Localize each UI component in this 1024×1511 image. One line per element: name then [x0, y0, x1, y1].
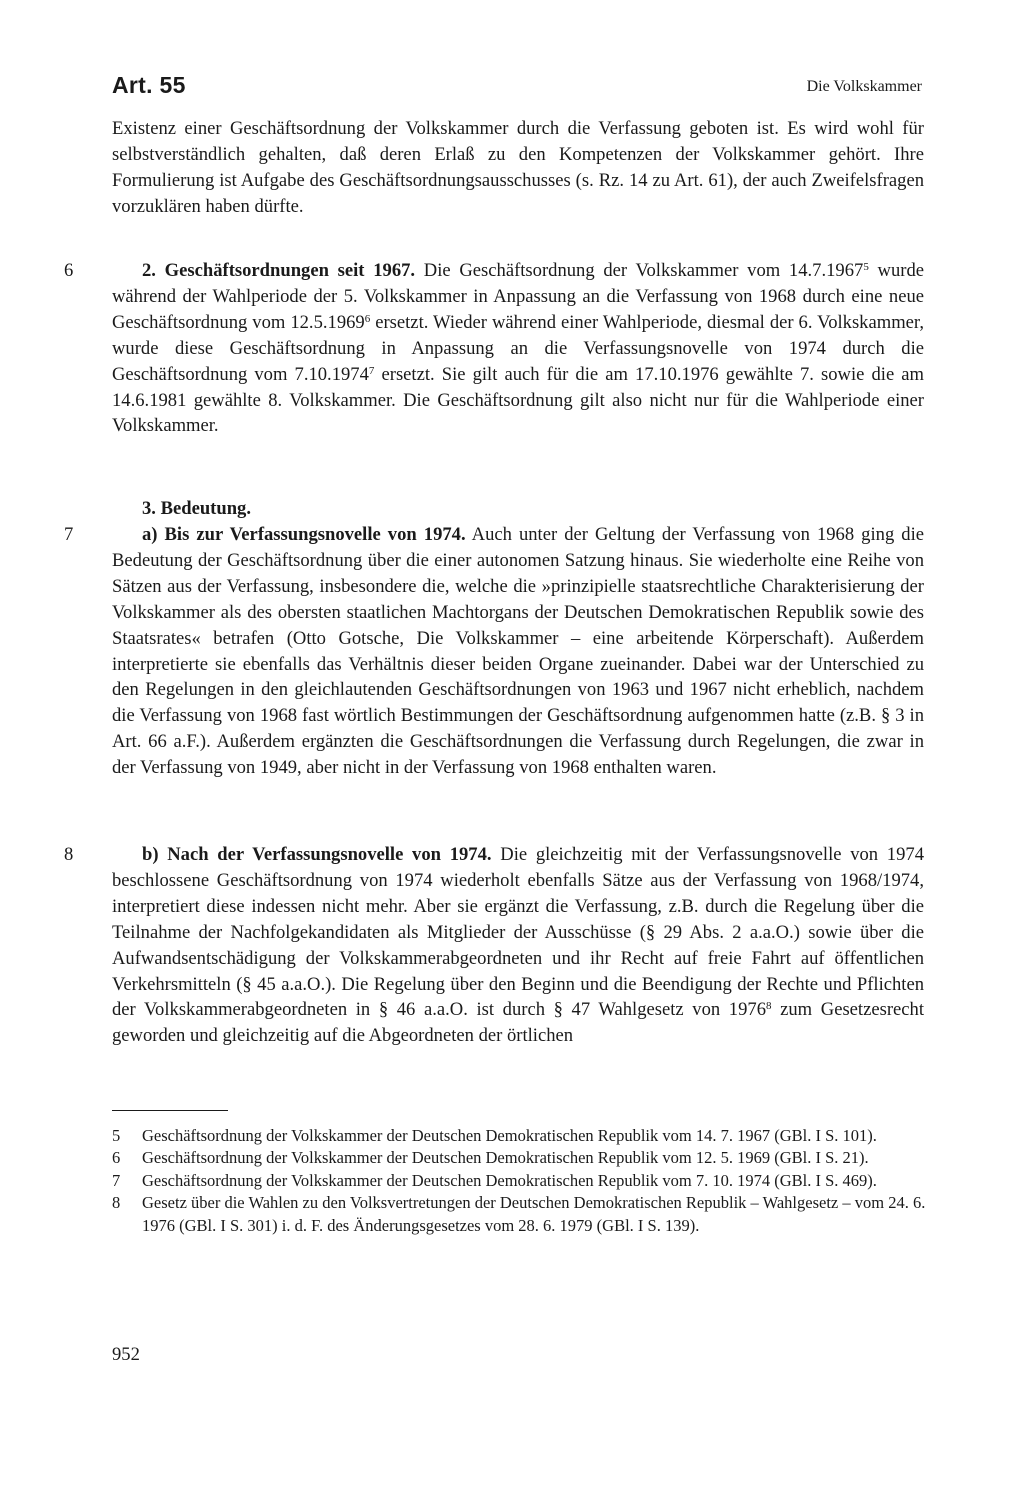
footnote-ref-8[interactable]: 8	[766, 1000, 772, 1013]
footnote-number: 5	[112, 1126, 121, 1145]
margin-number-7: 7	[64, 524, 74, 545]
section-2-text-3: ersetzt. Wieder während einer Wahlperiode, diesmal der 6. Volkskammer, wurde diese Geschäftsordnung in Anpassung an die Verfassungsnovelle von 1974 durch die Geschäftsordnung vom 7.10.1974	[112, 311, 925, 385]
footnote-ref-6[interactable]: 6	[364, 312, 371, 325]
margin-number-8: 8	[64, 844, 74, 865]
section-3a-text: Auch unter der Geltung der Verfassung von 1968 ging die Bedeutung der Geschäftsordnung über die einer autonomen Satzung hinaus. Sie wiederholte eine Reihe von Sätzen aus der Verfassung, insbesondere die, welche die »prinzipielle staatsrechtliche Charakterisierung der Volkskammer als des obersten staatlichen Machtorgans der Deutschen Demokratischen Republik sowie des Staatsrates« betrafen (Otto Gotsche, Die Volkskammer – eine arbeitende Körperschaft). Außerdem interpretierte sie ebenfalls das Verhältnis dieser beiden Organe zueinander. Dabei war der Unterschied zu den Regelungen in den gleichlautenden Geschäftsordnungen von 1963 und 1967 nicht erheblich, nachdem die Verfassung von 1968 fast wörtlich Bestimmungen der Geschäftsordnung aufgenommen hatte (z.B. § 3 in Art. 66 a.F.). Außerdem ergänzten die Geschäftsordnungen die Verfassung durch Regelungen, die zwar in der Verfassung von 1949, aber nicht in der Verfassung von 1968 enthalten waren.	[112, 524, 924, 779]
margin-number-6: 6	[64, 260, 74, 281]
footnote-text: Gesetz über die Wahlen zu den Volksvertretungen der Deutschen Demokratischen Republik – Wahlgesetz – vom 24. 6. 1976 (GBl. I S. 301) i. d. F. des Änderungsgesetzes vom 28. 6. 1979 (GBl. I S. 139).	[142, 1193, 926, 1235]
footnote-number: 6	[112, 1148, 121, 1168]
footnote-divider	[112, 1110, 228, 1111]
intro-text: Existenz einer Geschäftsordnung der Volkskammer durch die Verfassung geboten ist. Es wird wohl für selbstverständlich gehalten, daß deren Erlaß zu den Kompetenzen der Volkskammer gehört. Ihre Formulierung ist Aufgabe des Geschäftsordnungsausschusses (s. Rz. 14 zu Art. 61), der auch Zweifelsfragen vorzuklären haben dürfte.	[112, 118, 924, 217]
section-2-paragraph	[112, 258, 924, 439]
footnote	[112, 1147, 932, 1169]
section-3a-paragraph	[112, 522, 924, 781]
footnote-number: 7	[112, 1170, 121, 1190]
footnote-ref-7[interactable]: 7	[368, 364, 375, 377]
footnote-text: Geschäftsordnung der Volkskammer der Deutschen Demokratischen Republik vom 7. 10. 1974 (GBl. I S. 469).	[142, 1170, 877, 1190]
footnote-text: Geschäftsordnung der Volkskammer der Deutschen Demokratischen Republik vom 12. 5. 1969 (GBl. I S. 21).	[142, 1148, 869, 1168]
footnote-ref-5[interactable]: 5	[863, 260, 869, 273]
section-3a-heading: a) Bis zur Verfassungsnovelle von 1974.	[142, 524, 466, 545]
footnotes	[112, 1125, 932, 1237]
footnote	[112, 1170, 932, 1192]
footnote	[112, 1125, 932, 1147]
section-3b-heading: b) Nach der Verfassungsnovelle von 1974.	[142, 844, 492, 865]
section-3-heading: 3. Bedeutung.	[142, 498, 252, 519]
intro-paragraph	[112, 116, 924, 220]
section-2-text-4: ersetzt. Sie gilt auch für die am 17.10.1976 gewählte 7. sowie die am 14.6.1981 gewählte 8. Volkskammer. Die Geschäftsordnung gilt also nicht nur für die Wahlperiode einer Volkskammer.	[112, 363, 925, 437]
section-3b-text-2: zum Gesetzesrecht geworden und gleichzeitig auf die Abgeordneten der örtlichen	[112, 999, 924, 1047]
section-2-heading: 2. Geschäftsordnungen seit 1967.	[142, 260, 416, 281]
section-3-heading-block	[112, 496, 924, 522]
page-number: 952	[112, 1344, 140, 1365]
running-header: Die Volkskammer	[806, 78, 922, 95]
section-3b-paragraph	[112, 842, 924, 1049]
section-2-text-1: Die Geschäftsordnung der Volkskammer vom 14.7.1967	[415, 260, 864, 281]
footnote-number: 8	[112, 1193, 121, 1213]
footnote-text: Geschäftsordnung der Volkskammer der Deutschen Demokratischen Republik vom 14. 7. 1967 (GBl. I S. 101).	[142, 1126, 877, 1145]
footnote	[112, 1192, 932, 1237]
section-3b-text-1: Die gleichzeitig mit der Verfassungsnovelle von 1974 beschlossene Geschäftsordnung von 1974 wiederholt ebenfalls Sätze aus der Verfassung von 1968/1974, interpretiert diese indessen nicht mehr. Aber sie ergänzt die Verfassung, z.B. durch die Regelung über die Teilnahme der Nachfolgekandidaten als Mitglieder der Ausschüsse (§ 29 Abs. 2 a.a.O.) sowie über die Aufwandsentschädigung der Volkskammerabgeordneten und ihr Recht auf freie Fahrt auf öffentlichen Verkehrsmitteln (§ 45 a.a.O.). Die Regelung über den Beginn und die Beendigung der Rechte und Pflichten der Volkskammerabgeordneten in § 46 a.a.O. ist durch § 47 Wahlgesetz von 1976	[112, 844, 924, 1021]
section-2-text-2: wurde während der Wahlperiode der 5. Volkskammer in Anpassung an die Verfassung von 1968 durch eine neue Geschäftsordnung vom 12.5.1969	[112, 260, 924, 333]
article-header: Art. 55	[112, 72, 186, 98]
